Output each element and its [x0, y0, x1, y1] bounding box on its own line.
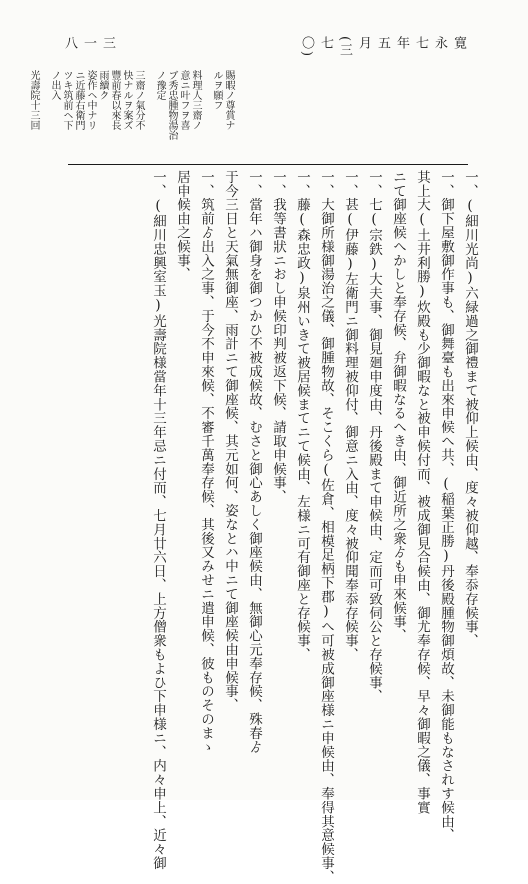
marginal-note-line: 料理人三齋ノ — [190, 70, 201, 130]
marginal-note-line: 光壽院十三回 — [28, 70, 39, 130]
marginal-note — [28, 70, 39, 158]
body-line: 一、御下屋敷御作事も、御舞臺も出來申候へ共、(稲葉正勝)丹後殿腫物御煩故、未御能もなされす候由、 — [438, 170, 454, 843]
header-rule — [68, 164, 468, 165]
marginal-note-line: 三齋ノ氣分不 — [133, 70, 144, 130]
marginal-note-line: ルヲ願フ — [211, 70, 222, 110]
marginal-note-line: 豐前春以來長 — [109, 70, 120, 130]
marginal-note-line: ツキ筑前ヘ下 — [61, 70, 72, 130]
body-line: 居申候由之候事、 — [174, 170, 190, 282]
marginal-note-line: 賜暇ノ尊賞ナ — [223, 70, 234, 130]
marginal-note-line: 雨續ク — [97, 70, 108, 100]
body-line: 一、筑前ゟ出入之事、于今不申來候、不審千萬奉存候、其後又みせニ遣申候、彼ものそのまゝ — [198, 170, 214, 754]
body-line: 其上大(土井利勝)炊殿も少御暇なと被申候付而、被成御見合候由、御尤奉存候、早々御暇之儀、事實 — [414, 170, 430, 815]
marginal-note-line: 意ニ叶フヲ喜 — [178, 70, 189, 130]
body-line: 一、七(宗鉄)大夫事、御見廻申度由、丹後殿まて申候由、定而可致伺公と存候事、 — [366, 170, 382, 704]
body-line: 一、藤(森忠政)泉州いきて被居候まてニて候由、左様ニ可有御座と存候事、 — [294, 170, 310, 662]
marginal-note-line: 快ナルヲ案ズ — [121, 70, 132, 130]
marginal-notes — [28, 70, 234, 158]
body-line: 一、大御所様御湯治之儀、御腫物故、そこくら(佐倉、相模足柄下郡)へ可被成御座様ニ申候由、奉得其意候事、 — [318, 170, 334, 884]
marginal-note — [154, 70, 201, 158]
body-line: 一、我等書狀ニおし申候印判被返下候、請取申候事、 — [270, 170, 286, 504]
page-header — [60, 36, 468, 62]
marginal-note-line: ノ出入 — [49, 70, 60, 100]
body-line: 一、(細川忠興室玉)光壽院様當年十三年忌ニ付而、七月廿六日、上方僧衆もよひ下申様ニ、内々申上、近々御 — [150, 170, 166, 870]
marginal-note-line: ノ豫定 — [154, 70, 165, 100]
body-line: 一、(細川光尚)六緑過之御禮まて被仰上候由、度々被仰越、奉忝存候事、 — [462, 170, 478, 648]
document-body — [20, 170, 480, 884]
marginal-note — [211, 70, 234, 158]
marginal-note-line: ブ秀忠腫物湯治 — [166, 70, 177, 140]
body-line: 一、甚(伊藤)左衛門ニ御料理被仰付、御意ニ入由、度々被仰聞奉忝存候事、 — [342, 170, 358, 662]
page-number: 三一八 — [62, 36, 115, 51]
body-line: ニて御座候へかしと奉存候、弁御暇なるへき由、御近所之衆ゟも申來候事、 — [390, 170, 406, 643]
marginal-note-line: ニ近藤右衛門 — [73, 70, 84, 130]
body-line: 一、當年ハ御身を御つかひ不被成候故、むさと御心あしく御座候由、無御心元奉存候、殊春ゟ — [246, 170, 262, 754]
body-line: 于今三日と天氣無御座、雨計ニて御座候、其元如何、姿なとハ中ニて御座候由申候事、 — [222, 170, 238, 713]
running-title: 寛永七年五月(三七〇) — [299, 36, 466, 59]
marginal-note — [49, 70, 144, 158]
marginal-note-line: 姿作ヘ中ナリ — [85, 70, 96, 130]
